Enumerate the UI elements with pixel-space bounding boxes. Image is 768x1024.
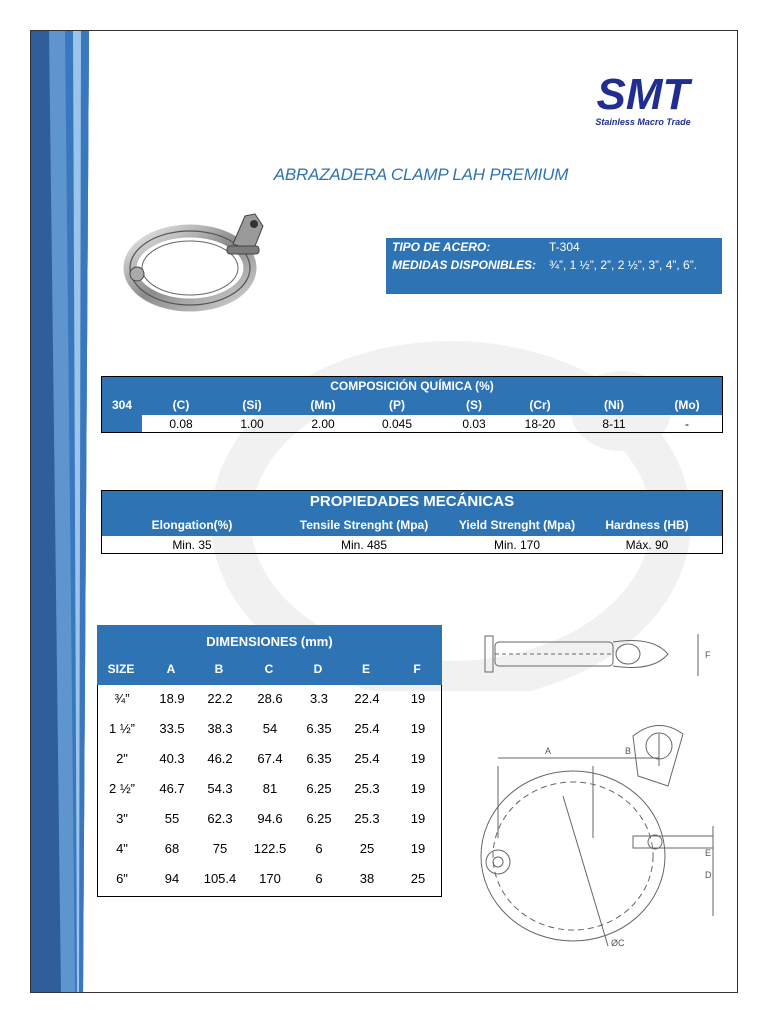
chemical-composition-table	[101, 376, 723, 433]
size-cell: 2"	[116, 751, 128, 766]
drawing-label-e: E	[705, 848, 712, 858]
dimension-value-cell: 19	[410, 691, 426, 706]
chem-value-cell: 1.00	[240, 417, 264, 431]
dimension-value-cell: 28.6	[257, 691, 283, 706]
mech-header-cell: Hardness (HB)	[605, 518, 689, 532]
table-row	[98, 865, 443, 895]
chem-value-cell: 8-11	[602, 417, 626, 431]
table-row	[98, 685, 443, 715]
size-cell: 4"	[116, 841, 128, 856]
chem-header-cell: (S)	[466, 398, 482, 412]
dimension-value-cell: 19	[410, 751, 426, 766]
dimension-value-cell: 75	[212, 841, 228, 856]
table-row	[98, 745, 443, 775]
dimension-value-cell: 18.9	[159, 691, 185, 706]
dimensions-body	[97, 685, 442, 897]
dimension-value-cell: 22.4	[354, 691, 380, 706]
chem-value-cell: 18-20	[524, 417, 556, 431]
dimension-value-cell: 46.2	[207, 751, 233, 766]
clamp-photo	[115, 196, 275, 316]
table-row	[98, 715, 443, 745]
dimension-value-cell: 22.2	[207, 691, 233, 706]
mech-value-cell: Min. 485	[340, 538, 388, 552]
sizes-label: MEDIDAS DISPONIBLES:	[392, 258, 537, 272]
dimension-value-cell: 25.3	[354, 781, 380, 796]
dimension-value-cell: 54.3	[207, 781, 233, 796]
dimension-value-cell: 81	[262, 781, 278, 796]
dimension-value-cell: 6	[315, 871, 323, 886]
drawing-label-f: F	[705, 650, 711, 660]
steel-type-label: TIPO DE ACERO:	[392, 240, 491, 254]
table-row	[98, 805, 443, 835]
chem-value-cell: 0.03	[462, 417, 486, 431]
mech-header-cell: Elongation(%)	[151, 518, 233, 532]
dimension-value-cell: 33.5	[159, 721, 185, 736]
spec-box	[386, 238, 722, 294]
document-title: ABRAZADERA CLAMP LAH PREMIUM	[273, 165, 569, 184]
chem-value-cell: 0.045	[381, 417, 413, 431]
dimension-value-cell: 46.7	[159, 781, 185, 796]
mech-header-cell: Tensile Strenght (Mpa)	[299, 518, 429, 532]
dims-header-cell: B	[214, 662, 224, 676]
dims-header-cell: F	[413, 662, 421, 676]
logo-text: SMT	[596, 70, 690, 119]
dimension-value-cell: 25.4	[354, 721, 380, 736]
chemical-grade-cell	[102, 377, 142, 432]
chem-value-cell: -	[685, 417, 689, 431]
dimension-value-cell: 19	[410, 841, 426, 856]
dimension-value-cell: 19	[410, 811, 426, 826]
dims-header-cell: A	[166, 662, 176, 676]
dims-header-cell: E	[361, 662, 370, 676]
drawing-label-d: D	[705, 870, 712, 880]
chemical-header	[102, 377, 722, 415]
dimension-value-cell: 67.4	[257, 751, 283, 766]
size-cell: 3"	[116, 811, 128, 826]
drawing-label-c: ØC	[611, 938, 625, 948]
smt-logo	[569, 67, 717, 135]
size-cell: 6"	[116, 871, 128, 886]
dimensions-table	[97, 625, 442, 897]
chem-header-cell: (Mn)	[310, 398, 336, 412]
dimensions-header	[97, 625, 442, 685]
chem-header-cell: (Mo)	[674, 398, 700, 412]
dimension-value-cell: 3.3	[309, 691, 329, 706]
size-cell: 1 ½”	[108, 721, 135, 736]
dimension-value-cell: 25.4	[354, 751, 380, 766]
side-decor-band	[31, 31, 89, 993]
dimension-value-cell: 6.35	[306, 721, 332, 736]
mechanical-title: PROPIEDADES MECÁNICAS	[309, 493, 515, 510]
dimension-value-cell: 25.3	[354, 811, 380, 826]
dimension-value-cell: 55	[164, 811, 180, 826]
dimension-value-cell: 6	[315, 841, 323, 856]
mech-header-cell: Yield Strenght (Mpa)	[458, 518, 576, 532]
chem-value-cell: 0.08	[169, 417, 193, 431]
dimension-value-cell: 40.3	[159, 751, 185, 766]
dimension-value-cell: 54	[262, 721, 278, 736]
chem-value-cell: 2.00	[311, 417, 335, 431]
dims-header-cell: C	[264, 662, 274, 676]
dimensions-title: DIMENSIONES (mm)	[206, 634, 333, 649]
page-frame	[30, 30, 738, 993]
technical-drawing	[443, 616, 728, 956]
mech-value-cell: Máx. 90	[625, 538, 669, 552]
dimension-value-cell: 170	[259, 871, 281, 886]
dimension-value-cell: 68	[164, 841, 180, 856]
sizes-value: ¾”, 1 ½”, 2”, 2 ½”, 3”, 4”, 6”.	[549, 258, 698, 272]
size-cell: 2 ½”	[108, 781, 135, 796]
mechanical-header	[102, 491, 722, 536]
size-cell: ¾”	[114, 691, 130, 706]
dimension-value-cell: 19	[410, 721, 426, 736]
dims-header-cell: D	[313, 662, 323, 676]
dimension-value-cell: 6.25	[306, 781, 332, 796]
chem-header-cell: (Ni)	[604, 398, 624, 412]
mech-value-cell: Min. 35	[172, 538, 212, 552]
dimension-value-cell: 94	[164, 871, 180, 886]
dims-header-cell: SIZE	[107, 662, 135, 676]
mech-value-cell: Min. 170	[493, 538, 541, 552]
chemical-title: COMPOSICIÓN QUÍMICA (%)	[330, 379, 494, 393]
chem-header-cell: (Si)	[242, 398, 262, 412]
dimension-value-cell: 38.3	[207, 721, 233, 736]
drawing-label-a: A	[545, 746, 552, 756]
chem-header-cell: (C)	[172, 398, 190, 412]
dimension-value-cell: 6.35	[306, 751, 332, 766]
dimension-value-cell: 38	[359, 871, 375, 886]
dimension-value-cell: 25	[359, 841, 375, 856]
steel-type-value: T-304	[549, 240, 580, 254]
logo-tagline: Stainless Macro Trade	[595, 117, 691, 127]
chemical-grade: 304	[112, 398, 133, 412]
table-row	[98, 835, 443, 865]
dimension-value-cell: 122.5	[253, 841, 287, 856]
dimension-value-cell: 94.6	[257, 811, 283, 826]
drawing-label-b: B	[625, 746, 632, 756]
dimension-value-cell: 105.4	[203, 871, 237, 886]
chem-header-cell: (Cr)	[529, 398, 551, 412]
chem-header-cell: (P)	[389, 398, 405, 412]
dimension-value-cell: 19	[410, 781, 426, 796]
dimension-value-cell: 6.25	[306, 811, 332, 826]
dimension-value-cell: 62.3	[207, 811, 233, 826]
dimension-value-cell: 25	[410, 871, 426, 886]
mechanical-properties-table	[101, 490, 723, 554]
table-row	[98, 775, 443, 805]
